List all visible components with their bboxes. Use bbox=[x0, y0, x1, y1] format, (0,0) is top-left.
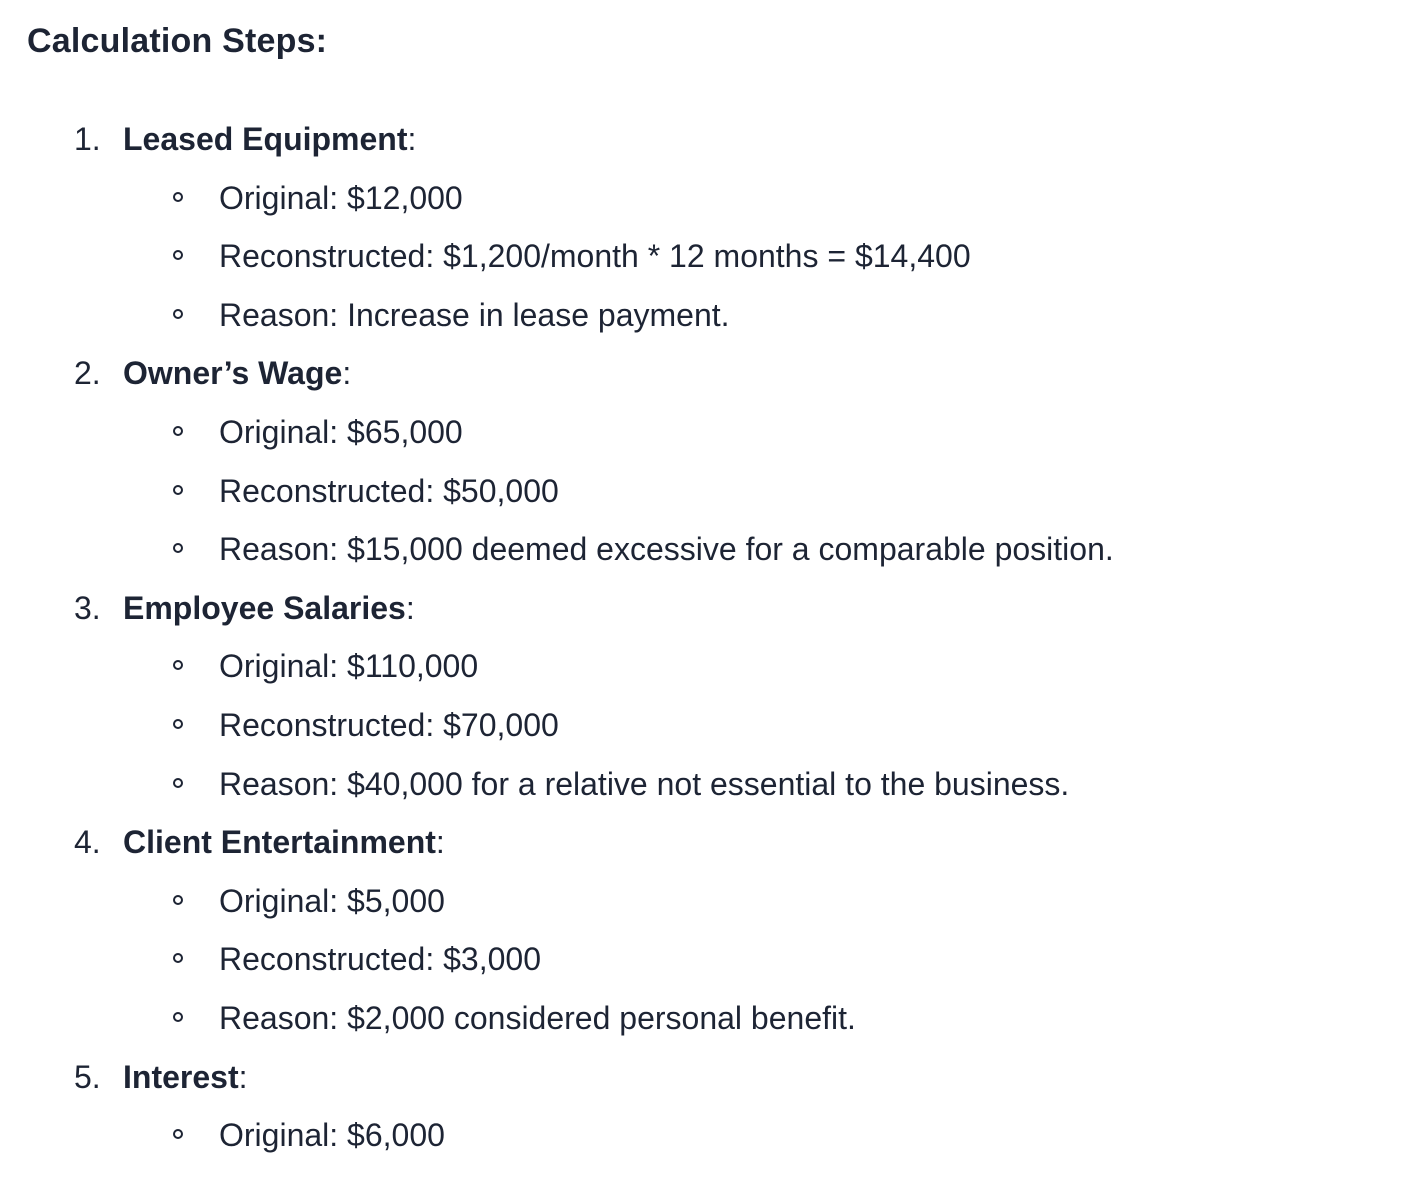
step-title-colon: : bbox=[405, 589, 415, 626]
detail-text: Original: $65,000 bbox=[219, 413, 463, 450]
detail-text: Reconstructed: $70,000 bbox=[219, 706, 559, 743]
detail-text: Reconstructed: $50,000 bbox=[219, 472, 559, 509]
detail-text: Original: $110,000 bbox=[219, 648, 479, 685]
hollow-bullet-icon bbox=[173, 953, 183, 963]
step-title bbox=[123, 579, 415, 638]
step-title-bold: Leased Equipment bbox=[123, 121, 408, 157]
step-title bbox=[123, 813, 445, 872]
step-title-colon: : bbox=[435, 824, 445, 861]
detail-text: Reconstructed: $1,200/month * 12 months = $14,400 bbox=[219, 238, 971, 275]
hollow-bullet-icon bbox=[173, 719, 183, 729]
hollow-bullet-icon bbox=[173, 1012, 183, 1022]
step-title-bold: Employee Salaries bbox=[123, 589, 406, 626]
hollow-bullet-icon bbox=[173, 660, 183, 670]
step-title-bold: Owner’s Wage bbox=[123, 355, 343, 392]
step-title-colon: : bbox=[407, 121, 417, 157]
detail-text: Original: $6,000 bbox=[219, 1117, 445, 1154]
step-title-bold: Client Entertainment bbox=[123, 824, 436, 861]
hollow-bullet-icon bbox=[173, 895, 183, 905]
step-title-colon: : bbox=[238, 1058, 248, 1095]
hollow-bullet-icon bbox=[173, 1129, 183, 1139]
step-number: 3. bbox=[74, 589, 101, 626]
step-number: 2. bbox=[74, 355, 101, 392]
step-title bbox=[123, 110, 416, 169]
hollow-bullet-icon bbox=[173, 485, 183, 495]
detail-text: Reason: $2,000 considered personal benefit. bbox=[219, 999, 856, 1036]
hollow-bullet-icon bbox=[173, 192, 183, 202]
detail-text: Reconstructed: $3,000 bbox=[219, 941, 541, 978]
section-heading: Calculation Steps: bbox=[27, 22, 328, 60]
step-title-bold: Interest bbox=[123, 1058, 239, 1095]
hollow-bullet-icon bbox=[173, 250, 183, 260]
step-title bbox=[123, 1048, 247, 1107]
detail-text: Reason: $40,000 for a relative not essential to the business. bbox=[219, 765, 1070, 802]
hollow-bullet-icon bbox=[173, 543, 183, 553]
hollow-bullet-icon bbox=[173, 309, 183, 319]
detail-text: Original: $5,000 bbox=[219, 882, 445, 919]
detail-text: Original: $12,000 bbox=[219, 179, 463, 216]
step-number: 1. bbox=[74, 121, 101, 157]
detail-text: Reason: Increase in lease payment. bbox=[219, 296, 730, 333]
step-number: 5. bbox=[74, 1058, 101, 1095]
step-number: 4. bbox=[74, 824, 101, 861]
step-title bbox=[123, 344, 351, 403]
step-title-colon: : bbox=[342, 355, 352, 392]
hollow-bullet-icon bbox=[173, 426, 183, 436]
detail-text: Reason: $15,000 deemed excessive for a comparable position. bbox=[219, 531, 1114, 568]
hollow-bullet-icon bbox=[173, 778, 183, 788]
